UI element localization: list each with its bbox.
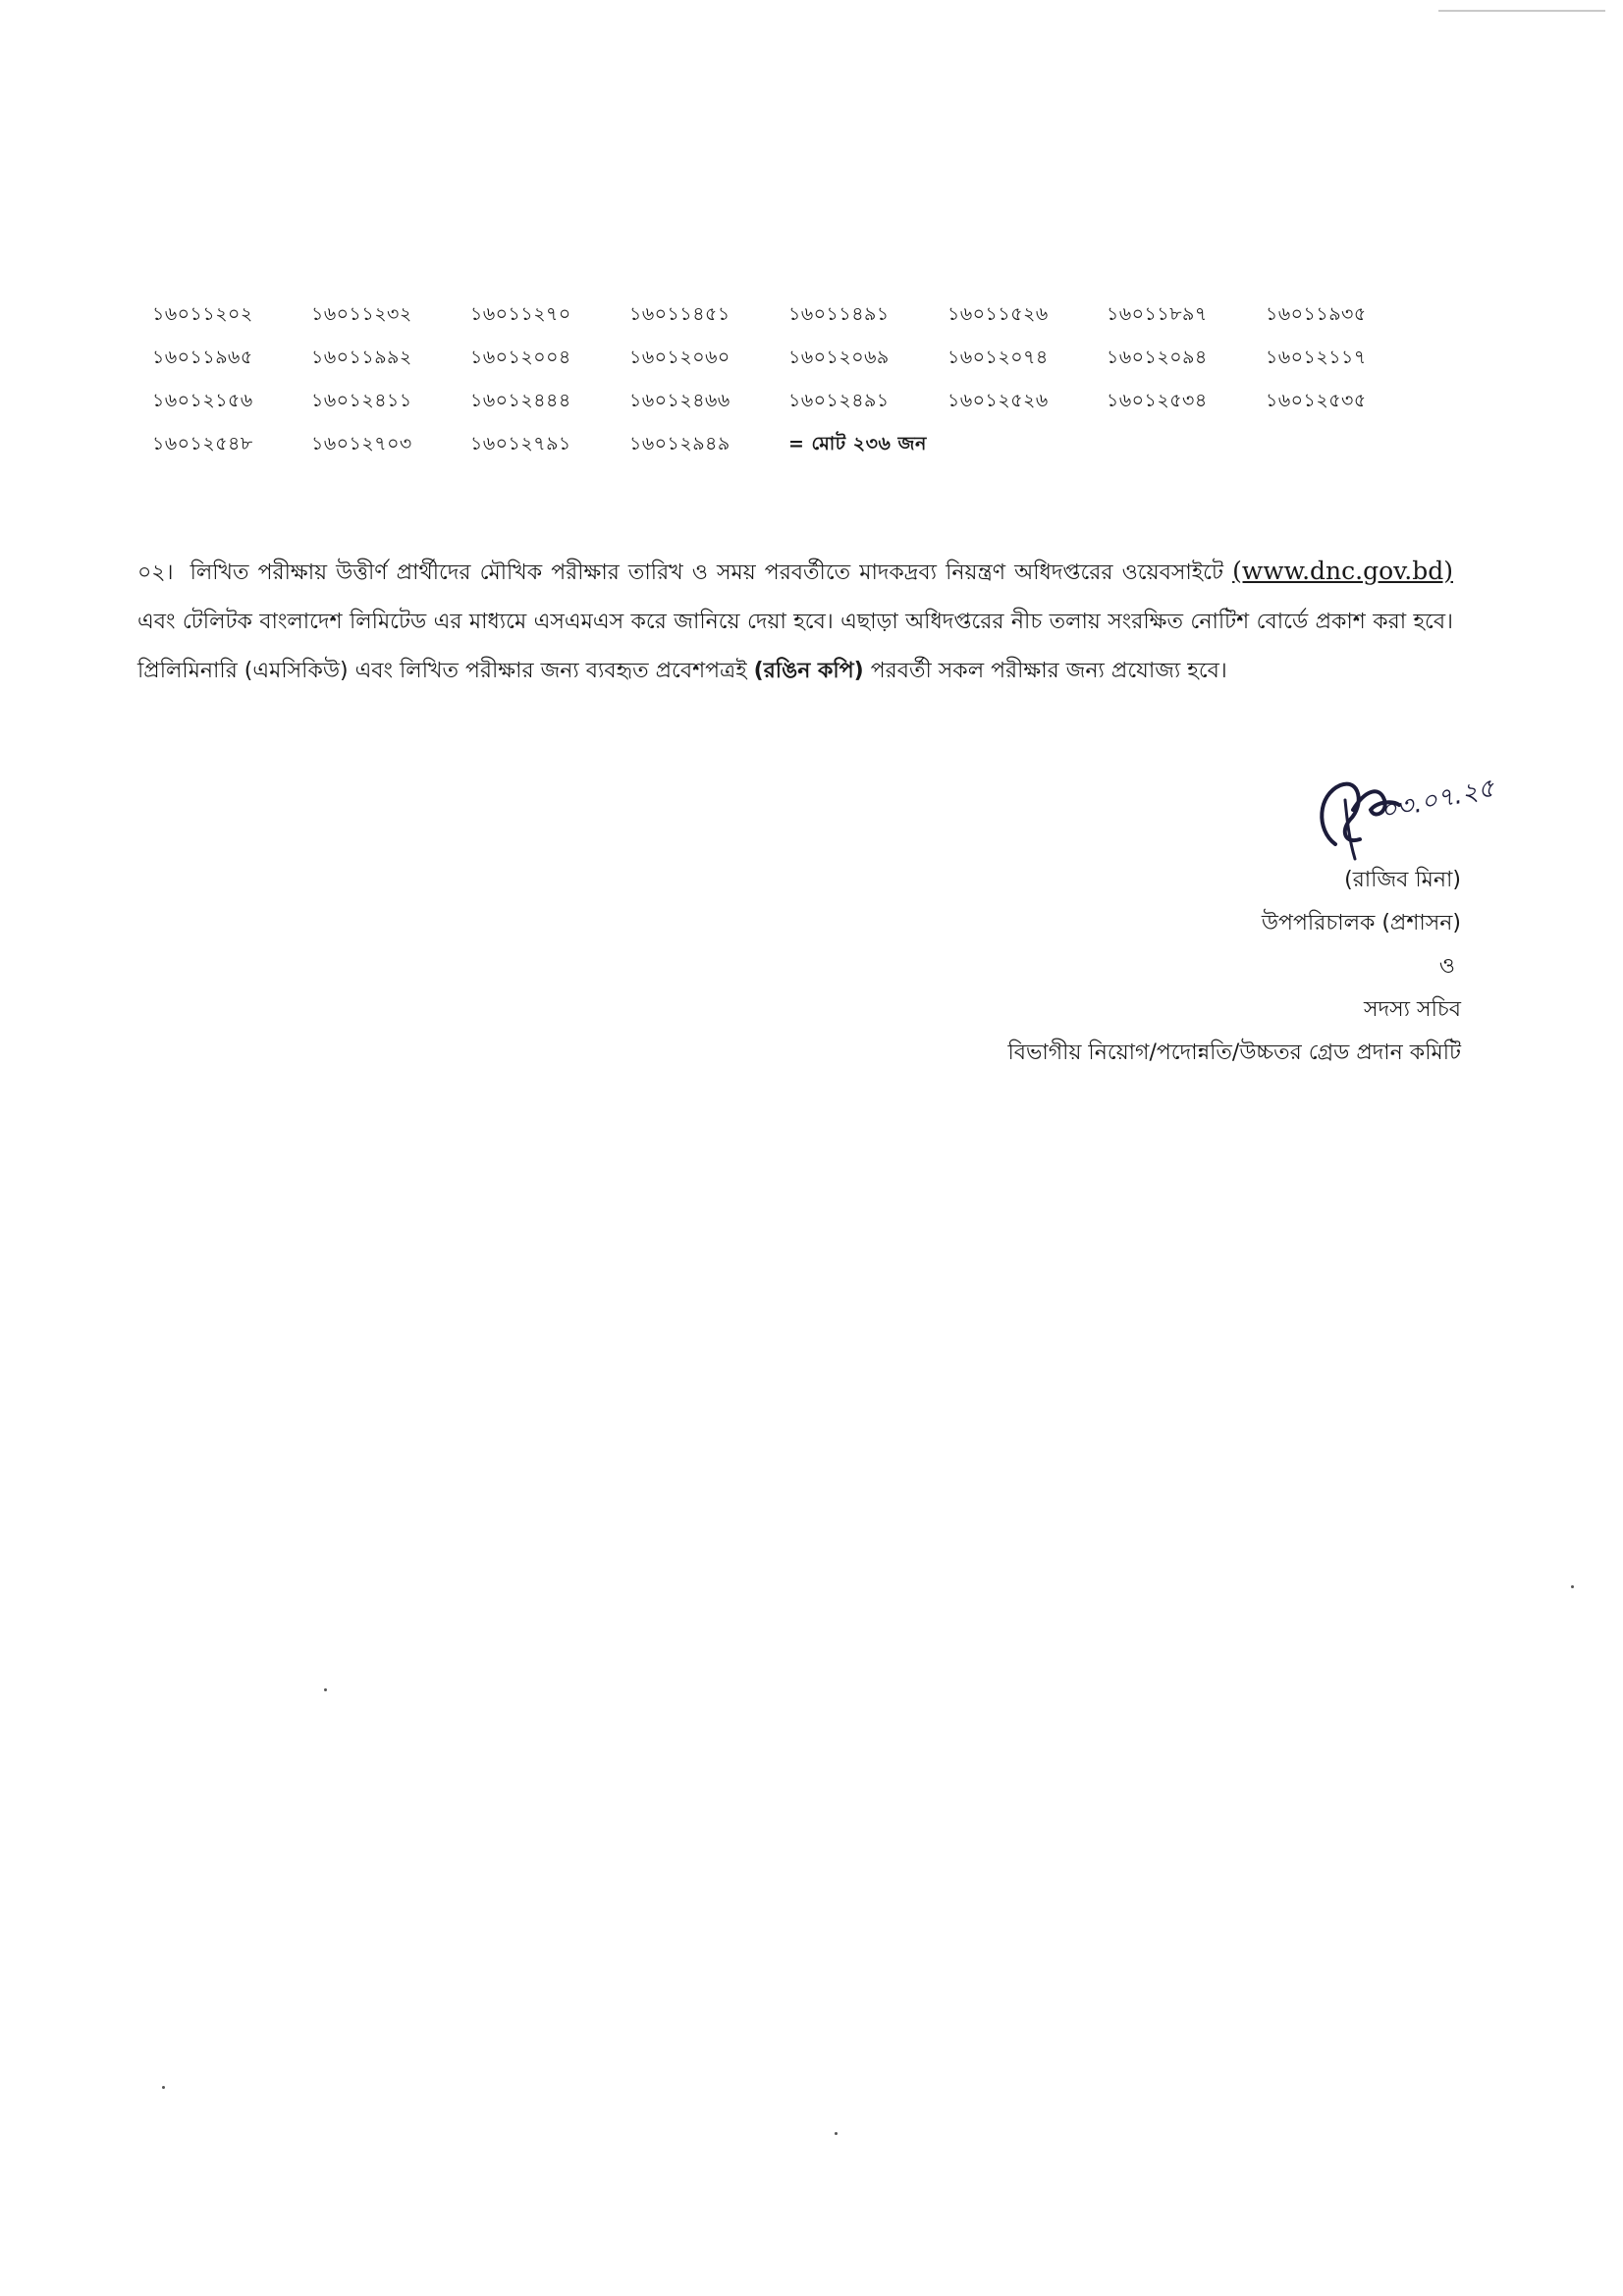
roll-number: ১৬০১২৪৯১ <box>788 390 890 411</box>
signatory-committee: বিভাগীয় নিয়োগ/পদোন্নতি/উচ্চতর গ্রেড প্রদান কমিটি <box>1007 1041 1461 1065</box>
roll-number-table <box>152 294 1425 467</box>
roll-number <box>947 424 1107 467</box>
signature-date: ০৩.০৭.২৫ <box>1378 773 1497 827</box>
roll-number: ১৬০১২০৬০ <box>629 347 730 368</box>
roll-number: ১৬০১২৭৯১ <box>470 433 571 454</box>
signatory-block <box>1007 859 1461 1075</box>
roll-number: ১৬০১১৮৯৭ <box>1107 303 1208 325</box>
handwritten-signature <box>1306 751 1497 869</box>
roll-number: ১৬০১১৪৫১ <box>629 303 730 325</box>
roll-number: ১৬০১২১১৭ <box>1266 347 1367 368</box>
scan-edge-mark <box>1438 0 1605 12</box>
roll-number: ১৬০১২০০৪ <box>470 347 571 368</box>
roll-row <box>152 338 1425 381</box>
roll-row <box>152 424 1425 467</box>
signatory-name: (রাজিব মিনা) <box>1344 868 1461 892</box>
notice-paragraph <box>137 547 1453 696</box>
roll-number: ১৬০১২৫২৬ <box>947 390 1049 411</box>
roll-number: ১৬০১১৪৯১ <box>788 303 890 325</box>
roll-row <box>152 381 1425 424</box>
roll-row <box>152 294 1425 338</box>
roll-number: ১৬০১২০৬৯ <box>788 347 890 368</box>
scan-speck <box>324 1688 327 1691</box>
roll-number <box>1266 424 1425 467</box>
roll-number: ১৬০১২৭০৩ <box>311 433 412 454</box>
roll-number: ১৬০১১৫২৬ <box>947 303 1049 325</box>
notice-bold-text: (রঙিন কপি) <box>753 659 864 683</box>
scan-speck <box>1571 1585 1574 1588</box>
roll-number: ১৬০১১৯৬৫ <box>152 347 253 368</box>
roll-number: ১৬০১২৯৪৯ <box>629 433 730 454</box>
notice-text-part3: পরবর্তী সকল পরীক্ষার জন্য প্রযোজ্য হবে। <box>870 659 1227 683</box>
signatory-role: সদস্য সচিব <box>1364 997 1461 1022</box>
roll-number: ১৬০১১৯৯২ <box>311 347 412 368</box>
roll-number: ১৬০১২০৯৪ <box>1107 347 1208 368</box>
scan-speck <box>835 2132 838 2135</box>
total-count: = মোট ২৩৬ জন <box>788 433 927 454</box>
roll-number: ১৬০১১২৭০ <box>470 303 571 325</box>
roll-number: ১৬০১২০৭৪ <box>947 347 1049 368</box>
roll-number: ১৬০১১৯৩৫ <box>1266 303 1367 325</box>
roll-number: ১৬০১২৫৩৪ <box>1107 390 1208 411</box>
notice-number: ০২। <box>137 561 174 585</box>
roll-number: ১৬০১২৪৬৬ <box>629 390 730 411</box>
roll-number: ১৬০১১২৩২ <box>311 303 412 325</box>
website-link[interactable]: (www.dnc.gov.bd) <box>1232 557 1453 585</box>
roll-number: ১৬০১২৫৩৫ <box>1266 390 1367 411</box>
roll-number: ১৬০১২১৫৬ <box>152 390 253 411</box>
signatory-designation: উপপরিচালক (প্রশাসন) <box>1261 911 1461 935</box>
notice-text-part1: লিখিত পরীক্ষায় উত্তীর্ণ প্রার্থীদের মৌখিক পরীক্ষার তারিখ ও সময় পরবর্তীতে মাদকদ্রব্য নিয়ন্ত্রণ অধিদপ্তরের ওয়েবসাইটে <box>189 561 1224 585</box>
roll-number <box>1107 424 1266 467</box>
roll-number: ১৬০১২৫৪৮ <box>152 433 253 454</box>
roll-number: ১৬০১২৪১১ <box>311 390 412 411</box>
roll-number: ১৬০১২৪৪৪ <box>470 390 571 411</box>
signatory-conjunction: ও <box>1438 954 1455 979</box>
roll-number: ১৬০১১২০২ <box>152 303 253 325</box>
scan-speck <box>162 2086 165 2089</box>
notice-text-part2: এবং টেলিটক বাংলাদেশ লিমিটেড এর মাধ্যমে এসএমএস করে জানিয়ে দেয়া হবে। এছাড়া অধিদপ্তরের নীচ তলায় সংরক্ষিত নোটিশ বোর্ডে প্রকাশ করা হবে। প্রিলিমিনারি (এমসিকিউ) এবং লিখিত পরীক্ষার জন্য ব্যবহৃত প্রবেশপত্রই <box>137 610 1453 683</box>
